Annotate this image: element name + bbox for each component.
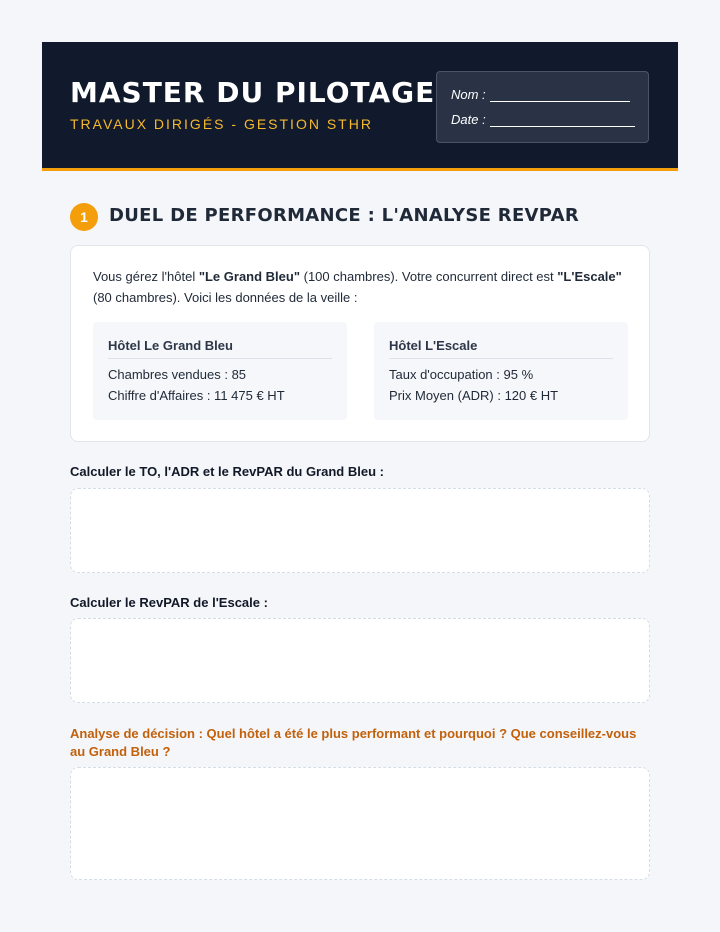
scenario-card (70, 245, 650, 442)
date-label: Date : (451, 112, 486, 127)
date-field[interactable] (451, 112, 635, 127)
student-id-box (436, 71, 649, 143)
question-3-decision: Analyse de décision : Quel hôtel a été le plus performant et pourquoi ? Que conseillez-vous au Grand Bleu ? (70, 726, 637, 759)
answer-box-3[interactable] (70, 767, 650, 880)
section-title: DUEL DE PERFORMANCE : L'ANALYSE REVPAR (109, 205, 579, 226)
question-2: Calculer le RevPAR de l'Escale : (70, 595, 268, 610)
hotel-panel-title: Hôtel Le Grand Bleu (108, 338, 332, 359)
intro-part-3: (80 chambres). Voici les données de la veille : (93, 290, 358, 305)
hotel-panel-title: Hôtel L'Escale (389, 338, 613, 359)
hotel-name-2: "L'Escale" (557, 269, 622, 284)
date-line[interactable] (490, 114, 635, 127)
name-field[interactable] (451, 87, 630, 102)
intro-part-1: Vous gérez l'hôtel (93, 269, 199, 284)
answer-box-2[interactable] (70, 618, 650, 703)
name-line[interactable] (490, 89, 630, 102)
hotel-stat: Prix Moyen (ADR) : 120 € HT (389, 388, 559, 403)
hotel-name-1: "Le Grand Bleu" (198, 269, 301, 284)
section-number-badge: 1 (70, 203, 98, 231)
hotel-panel-escale (374, 322, 628, 420)
hotel-panel-grand-bleu (93, 322, 347, 420)
intro-part-2: (100 chambres). Votre concurrent direct est (300, 269, 558, 284)
name-label: Nom : (451, 87, 486, 102)
hotel-stat: Chiffre d'Affaires : 11 475 € HT (108, 388, 285, 403)
hotel-stat: Taux d'occupation : 95 % (389, 367, 534, 382)
answer-box-1[interactable] (70, 488, 650, 573)
document-title: MASTER DU PILOTAGE (70, 76, 436, 109)
scenario-text (93, 266, 633, 308)
question-1: Calculer le TO, l'ADR et le RevPAR du Grand Bleu : (70, 464, 384, 479)
hotel-stat: Chambres vendues : 85 (108, 367, 247, 382)
document-subtitle: TRAVAUX DIRIGÉS - GESTION STHR (70, 116, 373, 132)
page-header (42, 42, 678, 171)
